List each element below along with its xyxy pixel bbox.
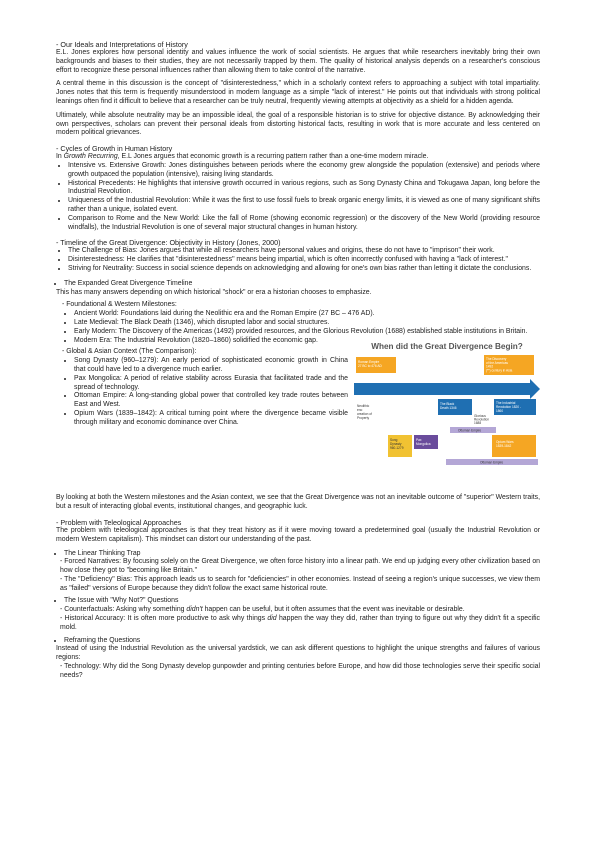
roman-empire-label: Roman Empire 27 BC to 476 AD xyxy=(358,360,382,369)
section-timeline-objectivity xyxy=(56,238,540,273)
list-item: • Uniqueness of the Industrial Revolution: While it was the first to use fossil fuels to break organic energy limits, it is viewed as one of many significant shifts rather than a unique, isolated event. xyxy=(68,197,540,215)
list-item: • Song Dynasty (960–1279): An early period of sophisticated economic growth in China that could have led to a divergence much earlier. xyxy=(74,357,348,375)
timeline-arrow-bar xyxy=(354,383,530,395)
pax-mongolica-label: Pax Mongolica xyxy=(416,438,431,447)
paragraph: Ultimately, while absolute neutrality may be an impossible ideal, the goal of a responsible historian is to strive for objective distance. By acknowledging their own perspectives, scholars can prevent their personal ideals from distorting historical facts, resulting in work that is more accurate and less centered on modern political grievances. xyxy=(56,111,540,137)
book-title: Growth Recurring xyxy=(63,153,118,161)
list-item: • Early Modern: The Discovery of the Americas (1492) provided resources, and the Glorious Revolution (1688) established stable institutions in Britain. xyxy=(74,328,540,337)
glorious-label: Glorious Revolution 1688 xyxy=(474,414,490,426)
divergence-timeline-figure xyxy=(354,342,540,492)
section-heading: - Problem with Teleological Approaches xyxy=(56,517,182,527)
ottoman-span-label: Ottoman Empire xyxy=(480,460,504,465)
section-teleology xyxy=(56,518,540,681)
section-ideals xyxy=(56,40,540,138)
timeline-graphic xyxy=(354,355,540,483)
discovery-label: The Discovery of the Americas 1492 (**) century in Asia xyxy=(486,357,513,373)
text-part: Historical Accuracy: It is often more productive to ask why things xyxy=(64,615,268,623)
list-item xyxy=(60,615,540,633)
document-page xyxy=(56,40,540,687)
emphasis: did xyxy=(267,615,277,623)
list-item: • The Challenge of Bias: Jones argues that while all researchers have personal values and origins, these do not have to "imprison" their work. xyxy=(68,247,540,256)
paragraph: The problem with teleological approaches is that they treat history as if it were moving toward a predetermined goal (usually the Industrial Revolution or modern Western capitalism). This mindset can distort our understanding of the past. xyxy=(56,526,540,543)
subheading: • The Issue with "Why Not?" Questions xyxy=(64,597,540,606)
figure-title: When did the Great Divergence Begin? xyxy=(371,342,523,352)
section-heading: • The Expanded Great Divergence Timeline xyxy=(64,280,540,289)
neolithic-label: Neolithic era: creation of Property xyxy=(357,404,372,421)
list-item: • Striving for Neutrality: Success in social science depends on acknowledging and allowing for one's own bias rather than letting it dictate the conclusions. xyxy=(68,265,540,274)
song-dynasty-label: Song Dynasty 960-1279 xyxy=(390,438,404,451)
industrial-label: The Industrial Revolution 1820 -1860 xyxy=(496,401,521,414)
paragraph: By looking at both the Western milestones and the Asian context, we see that the Great Divergence was not an inevitable outcome of "superior" Western traits, but a result of interacting global events, institutional changes, and geographic luck. xyxy=(56,494,540,511)
section-expanded-timeline xyxy=(56,280,540,512)
list-item: • Opium Wars (1839–1842): A critical turning point where the divergence became visible through military and economic dominance over China. xyxy=(74,410,348,428)
intro-line: This has many answers depending on which historical "shock" or era a historian chooses to emphasize. xyxy=(56,288,372,296)
list-item: • Modern Era: The Industrial Revolution (1820–1860) solidified the economic gap. xyxy=(74,337,540,346)
list-item: - The "Deficiency" Bias: This approach leads us to search for "deficiencies" in other economies. Instead of seeing a region's unique successes, we view them as "failed" versions of Europe because they didn't follow the exact same historical route. xyxy=(60,576,540,594)
opium-wars-label: Opium Wars 1839-1842 xyxy=(496,440,514,449)
list-item: • Pax Mongolica: A period of relative stability across Eurasia that facilitated trade and the spread of technology. xyxy=(74,375,348,393)
intro-post: , E.L Jones argues that economic growth is a recurring pattern rather than a one-time modern miracle. xyxy=(117,153,429,161)
emphasis: didn't xyxy=(186,606,203,614)
black-death-label: The Black Death 1346 xyxy=(440,402,457,411)
ottoman-label: Ottoman Empire xyxy=(458,428,482,433)
subheading: - Global & Asian Context (The Comparison): xyxy=(62,348,197,356)
paragraph: E.L. Jones explores how personal identity and values influence the work of social scientists. He argues that while researchers inevitably bring their own backgrounds and biases to their studies, they are not necessarily trapped by them. The quality of historical analysis depends on a researcher's conscious effort to recognize these personal influences rather than allowing them to take control of the narrative. xyxy=(56,49,540,74)
intro-pre: In xyxy=(56,153,64,161)
text-part: Counterfactuals: Asking why something xyxy=(64,606,187,614)
list-item: • Intensive vs. Extensive Growth: Jones distinguishes between periods where the economy grew alongside the population (extensive) and periods where growth outpaced the population (intensive), raising living standards. xyxy=(68,162,540,180)
list-item: - Technology: Why did the Song Dynasty develop gunpowder and printing centuries before Europe, and how did those technologies serve their specific social needs? xyxy=(60,663,540,681)
list-item: • Ancient World: Foundations laid during the Neolithic era and the Roman Empire (27 BC – 476 AD). xyxy=(74,310,540,319)
paragraph: Instead of using the Industrial Revolution as the universal yardstick, we can ask different questions to highlight the unique strengths and failures of various regions: xyxy=(56,645,540,662)
section-heading: - Timeline of the Great Divergence: Objectivity in History (Jones, 2000) xyxy=(56,238,281,248)
text-part: happen the way they did, rather than trying to figure out why they didn't fit a specific mold. xyxy=(60,615,540,631)
paragraph: A central theme in this discussion is the concept of "disinterestedness," which in a scholarly context refers to approaching a subject with total impartiality. Jones notes that this term is frequently misunderstood in modern language as a simple "lack of interest." He points out that individuals with strong political leanings often find it difficult to believe that a researcher can be truly neutral, frequently viewing attempts at objectivity as a shield for a hidden agenda. xyxy=(56,80,540,105)
list-item xyxy=(60,606,540,615)
text-part: happen can be useful, but it often assumes that the event was inevitable or desirable. xyxy=(202,606,465,614)
western-milestones xyxy=(62,301,540,345)
section-heading: - Cycles of Growth in Human History xyxy=(56,144,173,154)
subheading: - Foundational & Western Milestones: xyxy=(62,301,177,309)
list-item: • Historical Precedents: He highlights that intensive growth occurred in various regions, such as Song Dynasty China and Tokugawa Japan, long before the Industrial Revolution. xyxy=(68,180,540,198)
list-item: - Forced Narratives: By focusing solely on the Great Divergence, we often force history into a linear path. We end up judging every other civilization based on how close they got to "becoming like Britain." xyxy=(60,558,540,576)
timeline-arrow-head xyxy=(530,379,540,399)
list-item: • Comparison to Rome and the New World: Like the fall of Rome (showing economic regression) or the discovery of the New World (providing resource windfalls), the Industrial Revolution is one of several major structural changes in human history. xyxy=(68,215,540,233)
list-item: • Ottoman Empire: A long-standing global power that controlled key trade routes between East and West. xyxy=(74,392,348,410)
list-item: • Late Medieval: The Black Death (1346), which disrupted labor and social structures. xyxy=(74,319,540,328)
subheading: • Reframing the Questions xyxy=(64,637,540,646)
asian-context xyxy=(62,348,348,492)
section-cycles xyxy=(56,144,540,232)
section-heading: - Our Ideals and Interpretations of History xyxy=(56,40,188,49)
intro-line xyxy=(56,153,540,162)
subheading: • The Linear Thinking Trap xyxy=(64,550,540,559)
list-item: • Disinterestedness: He clarifies that "disinterestedness" means being impartial, which is often incorrectly confused with having a "lack of interest." xyxy=(68,256,540,265)
